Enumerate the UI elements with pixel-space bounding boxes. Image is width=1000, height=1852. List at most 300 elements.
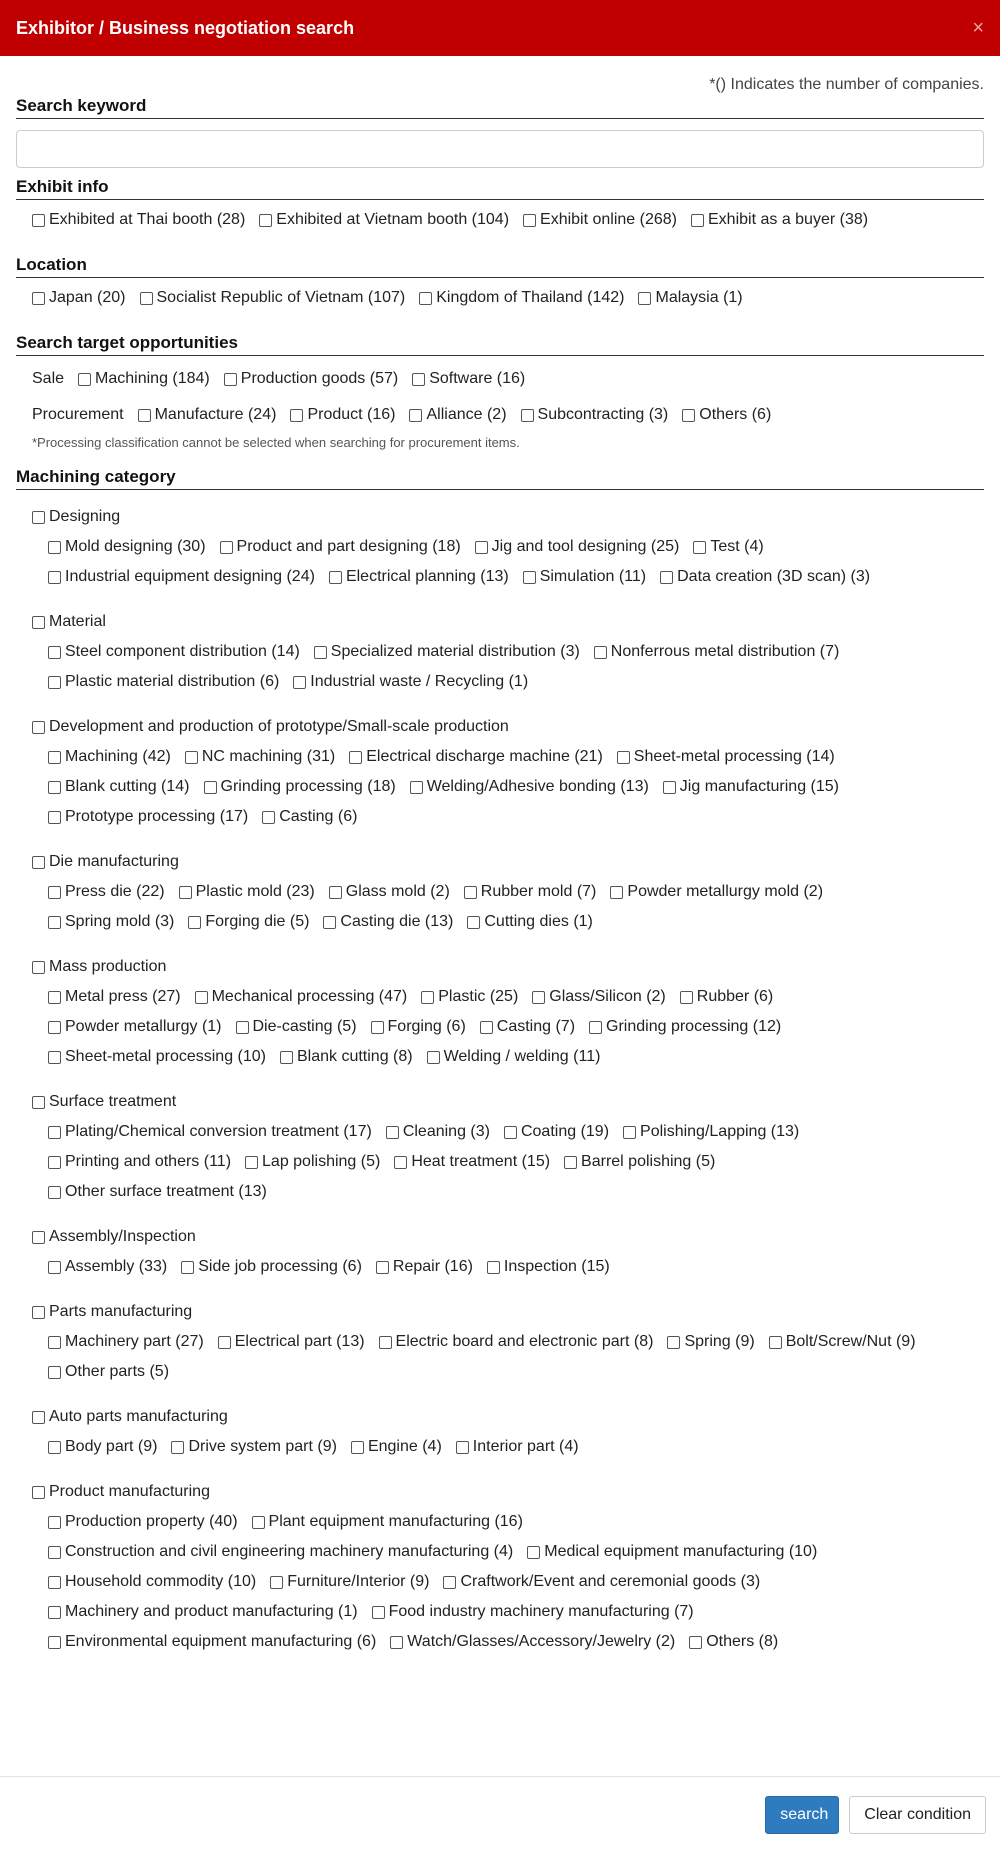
checkbox-option[interactable] bbox=[769, 1327, 916, 1357]
checkbox[interactable] bbox=[179, 886, 192, 899]
checkbox-option[interactable] bbox=[48, 562, 315, 592]
checkbox-option[interactable] bbox=[32, 712, 509, 742]
checkbox-option[interactable] bbox=[409, 397, 506, 433]
checkbox-option[interactable] bbox=[48, 637, 300, 667]
category-group bbox=[16, 1402, 984, 1462]
checkbox-label: Jig and tool designing (25) bbox=[491, 538, 680, 555]
checkbox[interactable] bbox=[371, 1021, 384, 1034]
checkbox-option[interactable] bbox=[323, 907, 453, 937]
checkbox-label: Side job processing (6) bbox=[198, 1258, 362, 1275]
checkbox-option[interactable] bbox=[617, 742, 835, 772]
checkbox[interactable] bbox=[218, 1336, 231, 1349]
checkbox[interactable] bbox=[329, 571, 342, 584]
checkbox-option[interactable] bbox=[48, 1012, 222, 1042]
checkbox-option[interactable] bbox=[504, 1117, 609, 1147]
checkbox-label: Polishing/Lapping (13) bbox=[640, 1123, 800, 1140]
checkbox[interactable] bbox=[32, 511, 45, 524]
search-button[interactable]: search bbox=[765, 1796, 839, 1834]
checkbox-option[interactable] bbox=[48, 1507, 238, 1537]
checkbox[interactable] bbox=[48, 676, 61, 689]
checkbox[interactable] bbox=[48, 1441, 61, 1454]
location-section bbox=[16, 278, 984, 333]
checkbox[interactable] bbox=[195, 991, 208, 1004]
checkbox-option[interactable] bbox=[689, 1627, 778, 1657]
checkbox-label: Machinery part (27) bbox=[65, 1333, 204, 1350]
category-sub-row bbox=[16, 1597, 984, 1627]
checkbox[interactable] bbox=[138, 409, 151, 422]
checkbox-option[interactable] bbox=[682, 397, 771, 433]
checkbox-label: Other surface treatment (13) bbox=[65, 1183, 267, 1200]
checkbox[interactable] bbox=[48, 1051, 61, 1064]
category-sub-row bbox=[16, 802, 984, 832]
checkbox[interactable] bbox=[623, 1126, 636, 1139]
checkbox-option[interactable] bbox=[376, 1252, 473, 1282]
category-sub-row bbox=[16, 637, 984, 667]
checkbox[interactable] bbox=[280, 1051, 293, 1064]
checkbox-label: Electric board and electronic part (8) bbox=[395, 1333, 654, 1350]
checkbox-label: Machining (184) bbox=[95, 370, 210, 387]
category-group-header bbox=[16, 712, 984, 742]
checkbox-label: Designing bbox=[49, 508, 121, 525]
machining-category-section bbox=[16, 490, 984, 1657]
checkbox-option[interactable] bbox=[379, 1327, 654, 1357]
checkbox-option[interactable] bbox=[270, 1567, 429, 1597]
checkbox-option[interactable] bbox=[371, 1012, 466, 1042]
checkbox[interactable] bbox=[48, 646, 61, 659]
checkbox[interactable] bbox=[456, 1441, 469, 1454]
checkbox[interactable] bbox=[48, 1546, 61, 1559]
category-sub-row bbox=[16, 877, 984, 907]
checkbox-option[interactable] bbox=[412, 361, 525, 397]
checkbox-option[interactable] bbox=[32, 1477, 210, 1507]
checkbox[interactable] bbox=[48, 1336, 61, 1349]
checkbox[interactable] bbox=[48, 781, 61, 794]
checkbox-label: Grinding processing (12) bbox=[606, 1018, 782, 1035]
checkbox-option[interactable] bbox=[443, 1567, 760, 1597]
checkbox-option[interactable] bbox=[293, 667, 528, 697]
category-sub-row bbox=[16, 562, 984, 592]
checkbox[interactable] bbox=[523, 571, 536, 584]
checkbox-option[interactable] bbox=[171, 1432, 336, 1462]
checkbox-option[interactable] bbox=[638, 283, 742, 313]
checkbox-option[interactable] bbox=[680, 982, 773, 1012]
checkbox[interactable] bbox=[204, 781, 217, 794]
checkbox-label: Interior part (4) bbox=[472, 1438, 579, 1455]
checkbox-label: Bolt/Screw/Nut (9) bbox=[785, 1333, 916, 1350]
checkbox-option[interactable] bbox=[78, 361, 210, 397]
checkbox[interactable] bbox=[487, 1261, 500, 1274]
checkbox-option[interactable] bbox=[691, 205, 868, 235]
checkbox[interactable] bbox=[220, 541, 233, 554]
checkbox-option[interactable] bbox=[140, 283, 406, 313]
checkbox[interactable] bbox=[140, 292, 153, 305]
checkbox-option[interactable] bbox=[48, 1117, 372, 1147]
checkbox-label: Spring mold (3) bbox=[65, 913, 175, 930]
checkbox-label: Environmental equipment manufacturing (6) bbox=[65, 1633, 377, 1650]
checkbox-option[interactable] bbox=[48, 1042, 266, 1072]
checkbox-option[interactable] bbox=[48, 1567, 256, 1597]
checkbox-option[interactable] bbox=[427, 1042, 601, 1072]
checkbox[interactable] bbox=[48, 1636, 61, 1649]
checkbox[interactable] bbox=[329, 886, 342, 899]
checkbox-label: Plastic (25) bbox=[438, 988, 519, 1005]
checkbox-label: Assembly/Inspection bbox=[49, 1228, 196, 1245]
checkbox[interactable] bbox=[48, 1126, 61, 1139]
checkbox-label: Craftwork/Event and ceremonial goods (3) bbox=[460, 1573, 761, 1590]
checkbox-option[interactable] bbox=[487, 1252, 610, 1282]
checkbox[interactable] bbox=[262, 811, 275, 824]
checkbox[interactable] bbox=[48, 1366, 61, 1379]
count-note: *() Indicates the number of companies. bbox=[709, 76, 984, 93]
checkbox-label: Exhibit online (268) bbox=[540, 211, 677, 228]
checkbox-option[interactable] bbox=[48, 742, 171, 772]
checkbox[interactable] bbox=[32, 961, 45, 974]
checkbox[interactable] bbox=[769, 1336, 782, 1349]
checkbox-option[interactable] bbox=[594, 637, 840, 667]
checkbox-label: Production goods (57) bbox=[240, 370, 399, 387]
checkbox-option[interactable] bbox=[329, 877, 450, 907]
checkbox[interactable] bbox=[390, 1636, 403, 1649]
checkbox-option[interactable] bbox=[467, 907, 593, 937]
checkbox-label: Alliance (2) bbox=[426, 406, 507, 423]
checkbox-option[interactable] bbox=[589, 1012, 781, 1042]
checkbox[interactable] bbox=[475, 541, 488, 554]
checkbox-option[interactable] bbox=[390, 1627, 675, 1657]
checkbox[interactable] bbox=[394, 1156, 407, 1169]
checkbox[interactable] bbox=[589, 1021, 602, 1034]
search-keyword-input[interactable] bbox=[16, 130, 984, 168]
checkbox[interactable] bbox=[32, 1411, 45, 1424]
checkbox-label: Spring (9) bbox=[684, 1333, 755, 1350]
checkbox-option[interactable] bbox=[48, 1252, 167, 1282]
checkbox-label: Auto parts manufacturing bbox=[49, 1408, 228, 1425]
checkbox-option[interactable] bbox=[245, 1147, 380, 1177]
checkbox[interactable] bbox=[410, 781, 423, 794]
checkbox-label: Barrel polishing (5) bbox=[581, 1153, 716, 1170]
checkbox-option[interactable] bbox=[204, 772, 396, 802]
checkbox-label: Glass mold (2) bbox=[345, 883, 450, 900]
checkbox-label: Material bbox=[49, 613, 106, 630]
checkbox-label: Jig manufacturing (15) bbox=[679, 778, 839, 795]
checkbox[interactable] bbox=[349, 751, 362, 764]
category-sub-row bbox=[16, 1507, 984, 1537]
category-group bbox=[16, 502, 984, 592]
checkbox-label: Printing and others (11) bbox=[65, 1153, 232, 1170]
checkbox[interactable] bbox=[610, 886, 623, 899]
checkbox-label: Drive system part (9) bbox=[188, 1438, 337, 1455]
row-label: Sale bbox=[32, 370, 65, 387]
checkbox-label: Parts manufacturing bbox=[49, 1303, 193, 1320]
checkbox-label: Exhibited at Vietnam booth (104) bbox=[276, 211, 510, 228]
checkbox-option[interactable] bbox=[480, 1012, 575, 1042]
checkbox[interactable] bbox=[78, 373, 91, 386]
checkbox-option[interactable] bbox=[521, 397, 669, 433]
checkbox-label: Glass/Silicon (2) bbox=[549, 988, 666, 1005]
section-title-keyword: Search keyword bbox=[16, 96, 984, 119]
close-icon[interactable]: × bbox=[972, 17, 984, 39]
checkbox-option[interactable] bbox=[48, 802, 248, 832]
checkbox-label: Specialized material distribution (3) bbox=[330, 643, 580, 660]
checkbox-label: Plant equipment manufacturing (16) bbox=[268, 1513, 523, 1530]
checkbox[interactable] bbox=[48, 1606, 61, 1619]
checkbox-option[interactable] bbox=[48, 877, 165, 907]
checkbox[interactable] bbox=[689, 1636, 702, 1649]
checkbox-option[interactable] bbox=[372, 1597, 694, 1627]
checkbox[interactable] bbox=[48, 751, 61, 764]
checkbox-option[interactable] bbox=[419, 283, 624, 313]
checkbox-option[interactable] bbox=[181, 1252, 362, 1282]
checkbox-label: Repair (16) bbox=[392, 1258, 473, 1275]
checkbox-option[interactable] bbox=[532, 982, 665, 1012]
checkbox[interactable] bbox=[638, 292, 651, 305]
checkbox[interactable] bbox=[290, 409, 303, 422]
checkbox[interactable] bbox=[48, 1156, 61, 1169]
checkbox-label: Product and part designing (18) bbox=[236, 538, 461, 555]
checkbox-option[interactable] bbox=[179, 877, 315, 907]
checkbox-label: Construction and civil engineering machinery manufacturing (4) bbox=[65, 1543, 514, 1560]
checkbox-option[interactable] bbox=[32, 283, 126, 313]
checkbox-option[interactable] bbox=[32, 1222, 196, 1252]
checkbox-label: Electrical part (13) bbox=[234, 1333, 365, 1350]
checkbox-option[interactable] bbox=[456, 1432, 579, 1462]
checkbox-label: Machining (42) bbox=[65, 748, 171, 765]
checkbox[interactable] bbox=[185, 751, 198, 764]
checkbox-label: Mold designing (30) bbox=[65, 538, 206, 555]
checkbox-option[interactable] bbox=[48, 1327, 204, 1357]
checkbox[interactable] bbox=[32, 292, 45, 305]
checkbox-option[interactable] bbox=[48, 1597, 358, 1627]
checkbox[interactable] bbox=[188, 916, 201, 929]
checkbox-label: Lap polishing (5) bbox=[262, 1153, 381, 1170]
checkbox-label: Forging (6) bbox=[387, 1018, 466, 1035]
checkbox[interactable] bbox=[480, 1021, 493, 1034]
checkbox[interactable] bbox=[667, 1336, 680, 1349]
checkbox-label: Rubber mold (7) bbox=[480, 883, 597, 900]
checkbox[interactable] bbox=[48, 1261, 61, 1274]
checkbox[interactable] bbox=[32, 1096, 45, 1109]
checkbox[interactable] bbox=[594, 646, 607, 659]
checkbox-label: Prototype processing (17) bbox=[65, 808, 249, 825]
checkbox-option[interactable] bbox=[195, 982, 408, 1012]
checkbox[interactable] bbox=[386, 1126, 399, 1139]
checkbox[interactable] bbox=[376, 1261, 389, 1274]
checkbox[interactable] bbox=[32, 616, 45, 629]
checkbox-option[interactable] bbox=[48, 907, 174, 937]
checkbox-option[interactable] bbox=[32, 1402, 228, 1432]
checkbox-option[interactable] bbox=[667, 1327, 754, 1357]
checkbox-option[interactable] bbox=[48, 1357, 169, 1387]
checkbox-option[interactable] bbox=[252, 1507, 523, 1537]
checkbox[interactable] bbox=[660, 571, 673, 584]
checkbox-label: Die manufacturing bbox=[49, 853, 179, 870]
checkbox-option[interactable] bbox=[48, 1432, 157, 1462]
checkbox-label: Blank cutting (8) bbox=[296, 1048, 413, 1065]
checkbox[interactable] bbox=[245, 1156, 258, 1169]
checkbox-option[interactable] bbox=[218, 1327, 365, 1357]
checkbox[interactable] bbox=[527, 1546, 540, 1559]
checkbox[interactable] bbox=[617, 751, 630, 764]
checkbox[interactable] bbox=[663, 781, 676, 794]
checkbox-option[interactable] bbox=[610, 877, 823, 907]
category-sub-row bbox=[16, 1432, 984, 1462]
checkbox-label: Industrial waste / Recycling (1) bbox=[310, 673, 529, 690]
checkbox-option[interactable] bbox=[475, 532, 680, 562]
category-group bbox=[16, 1477, 984, 1657]
checkbox[interactable] bbox=[48, 1576, 61, 1589]
checkbox[interactable] bbox=[314, 646, 327, 659]
checkbox-label: Die-casting (5) bbox=[252, 1018, 357, 1035]
checkbox[interactable] bbox=[48, 1516, 61, 1529]
checkbox[interactable] bbox=[564, 1156, 577, 1169]
checkbox-label: Metal press (27) bbox=[65, 988, 181, 1005]
checkbox-option[interactable] bbox=[32, 1087, 176, 1117]
checkbox[interactable] bbox=[293, 676, 306, 689]
checkbox[interactable] bbox=[48, 571, 61, 584]
checkbox[interactable] bbox=[323, 916, 336, 929]
checkbox-option[interactable] bbox=[48, 532, 206, 562]
checkbox-option[interactable] bbox=[394, 1147, 550, 1177]
checkbox[interactable] bbox=[351, 1441, 364, 1454]
checkbox-option[interactable] bbox=[220, 532, 461, 562]
checkbox-label: Product manufacturing bbox=[49, 1483, 210, 1500]
checkbox-option[interactable] bbox=[32, 952, 166, 982]
checkbox[interactable] bbox=[682, 409, 695, 422]
checkbox[interactable] bbox=[532, 991, 545, 1004]
checkbox[interactable] bbox=[32, 214, 45, 227]
checkbox[interactable] bbox=[48, 991, 61, 1004]
checkbox-option[interactable] bbox=[224, 361, 398, 397]
checkbox-option[interactable] bbox=[32, 205, 245, 235]
checkbox-option[interactable] bbox=[48, 1627, 376, 1657]
checkbox-label: Steel component distribution (14) bbox=[65, 643, 300, 660]
category-group bbox=[16, 1087, 984, 1207]
checkbox-option[interactable] bbox=[32, 1297, 192, 1327]
checkbox-option[interactable] bbox=[329, 562, 509, 592]
checkbox[interactable] bbox=[409, 409, 422, 422]
checkbox[interactable] bbox=[48, 886, 61, 899]
checkbox-label: Inspection (15) bbox=[503, 1258, 610, 1275]
checkbox-option[interactable] bbox=[185, 742, 335, 772]
checkbox-label: Software (16) bbox=[429, 370, 526, 387]
checkbox-option[interactable] bbox=[48, 1537, 513, 1567]
checkbox[interactable] bbox=[372, 1606, 385, 1619]
checkbox[interactable] bbox=[48, 1186, 61, 1199]
checkbox[interactable] bbox=[693, 541, 706, 554]
checkbox[interactable] bbox=[504, 1126, 517, 1139]
category-group bbox=[16, 952, 984, 1072]
procurement-note: *Processing classification cannot be selected when searching for procurement items. bbox=[32, 435, 520, 450]
checkbox[interactable] bbox=[48, 541, 61, 554]
checkbox-option[interactable] bbox=[259, 205, 509, 235]
checkbox[interactable] bbox=[181, 1261, 194, 1274]
checkbox-option[interactable] bbox=[48, 982, 181, 1012]
checkbox-option[interactable] bbox=[262, 802, 357, 832]
checkbox-option[interactable] bbox=[464, 877, 597, 907]
checkbox[interactable] bbox=[48, 1021, 61, 1034]
checkbox-option[interactable] bbox=[48, 667, 279, 697]
checkbox-option[interactable] bbox=[48, 772, 190, 802]
checkbox-option[interactable] bbox=[386, 1117, 490, 1147]
category-sub-row bbox=[16, 982, 984, 1012]
category-group bbox=[16, 607, 984, 697]
checkbox[interactable] bbox=[32, 1486, 45, 1499]
checkbox-option[interactable] bbox=[623, 1117, 799, 1147]
checkbox-label: Welding / welding (11) bbox=[443, 1048, 601, 1065]
checkbox[interactable] bbox=[32, 1231, 45, 1244]
checkbox-option[interactable] bbox=[421, 982, 518, 1012]
checkbox-option[interactable] bbox=[32, 847, 179, 877]
checkbox[interactable] bbox=[443, 1576, 456, 1589]
checkbox[interactable] bbox=[48, 811, 61, 824]
clear-condition-button[interactable]: Clear condition bbox=[849, 1796, 986, 1834]
checkbox[interactable] bbox=[32, 856, 45, 869]
checkbox[interactable] bbox=[691, 214, 704, 227]
checkbox-option[interactable] bbox=[523, 562, 646, 592]
checkbox-option[interactable] bbox=[523, 205, 677, 235]
checkbox-option[interactable] bbox=[564, 1147, 715, 1177]
checkbox-label: Casting (7) bbox=[496, 1018, 576, 1035]
checkbox[interactable] bbox=[419, 292, 432, 305]
checkbox[interactable] bbox=[412, 373, 425, 386]
category-group-header bbox=[16, 502, 984, 532]
category-group-header bbox=[16, 952, 984, 982]
checkbox-option[interactable] bbox=[32, 502, 120, 532]
checkbox[interactable] bbox=[236, 1021, 249, 1034]
checkbox-label: Machinery and product manufacturing (1) bbox=[65, 1603, 358, 1620]
checkbox-option[interactable] bbox=[527, 1537, 817, 1567]
category-sub-row bbox=[16, 1627, 984, 1657]
checkbox-option[interactable] bbox=[48, 1177, 267, 1207]
checkbox[interactable] bbox=[523, 214, 536, 227]
checkbox-label: Exhibit as a buyer (38) bbox=[708, 211, 869, 228]
checkbox-option[interactable] bbox=[660, 562, 870, 592]
checkbox-option[interactable] bbox=[188, 907, 309, 937]
checkbox[interactable] bbox=[467, 916, 480, 929]
checkbox[interactable] bbox=[48, 916, 61, 929]
category-group-header bbox=[16, 1087, 984, 1117]
checkbox[interactable] bbox=[270, 1576, 283, 1589]
checkbox[interactable] bbox=[224, 373, 237, 386]
checkbox[interactable] bbox=[521, 409, 534, 422]
checkbox-option[interactable] bbox=[314, 637, 580, 667]
checkbox[interactable] bbox=[421, 991, 434, 1004]
checkbox[interactable] bbox=[32, 721, 45, 734]
section-title-opportunities: Search target opportunities bbox=[16, 333, 984, 356]
checkbox-option[interactable] bbox=[48, 1147, 231, 1177]
checkbox-option[interactable] bbox=[138, 397, 277, 433]
modal-header bbox=[0, 0, 1000, 56]
checkbox-label: Plating/Chemical conversion treatment (17) bbox=[65, 1123, 372, 1140]
checkbox-option[interactable] bbox=[693, 532, 763, 562]
checkbox[interactable] bbox=[171, 1441, 184, 1454]
checkbox[interactable] bbox=[252, 1516, 265, 1529]
checkbox-option[interactable] bbox=[290, 397, 395, 433]
checkbox-option[interactable] bbox=[351, 1432, 442, 1462]
checkbox-option[interactable] bbox=[349, 742, 603, 772]
checkbox[interactable] bbox=[680, 991, 693, 1004]
checkbox[interactable] bbox=[379, 1336, 392, 1349]
checkbox[interactable] bbox=[427, 1051, 440, 1064]
checkbox-option[interactable] bbox=[663, 772, 839, 802]
checkbox-option[interactable] bbox=[280, 1042, 413, 1072]
checkbox-option[interactable] bbox=[410, 772, 649, 802]
category-sub-row bbox=[16, 1117, 984, 1147]
checkbox-option[interactable] bbox=[236, 1012, 357, 1042]
checkbox[interactable] bbox=[32, 1306, 45, 1319]
checkbox[interactable] bbox=[464, 886, 477, 899]
checkbox[interactable] bbox=[259, 214, 272, 227]
checkbox-option[interactable] bbox=[32, 607, 106, 637]
